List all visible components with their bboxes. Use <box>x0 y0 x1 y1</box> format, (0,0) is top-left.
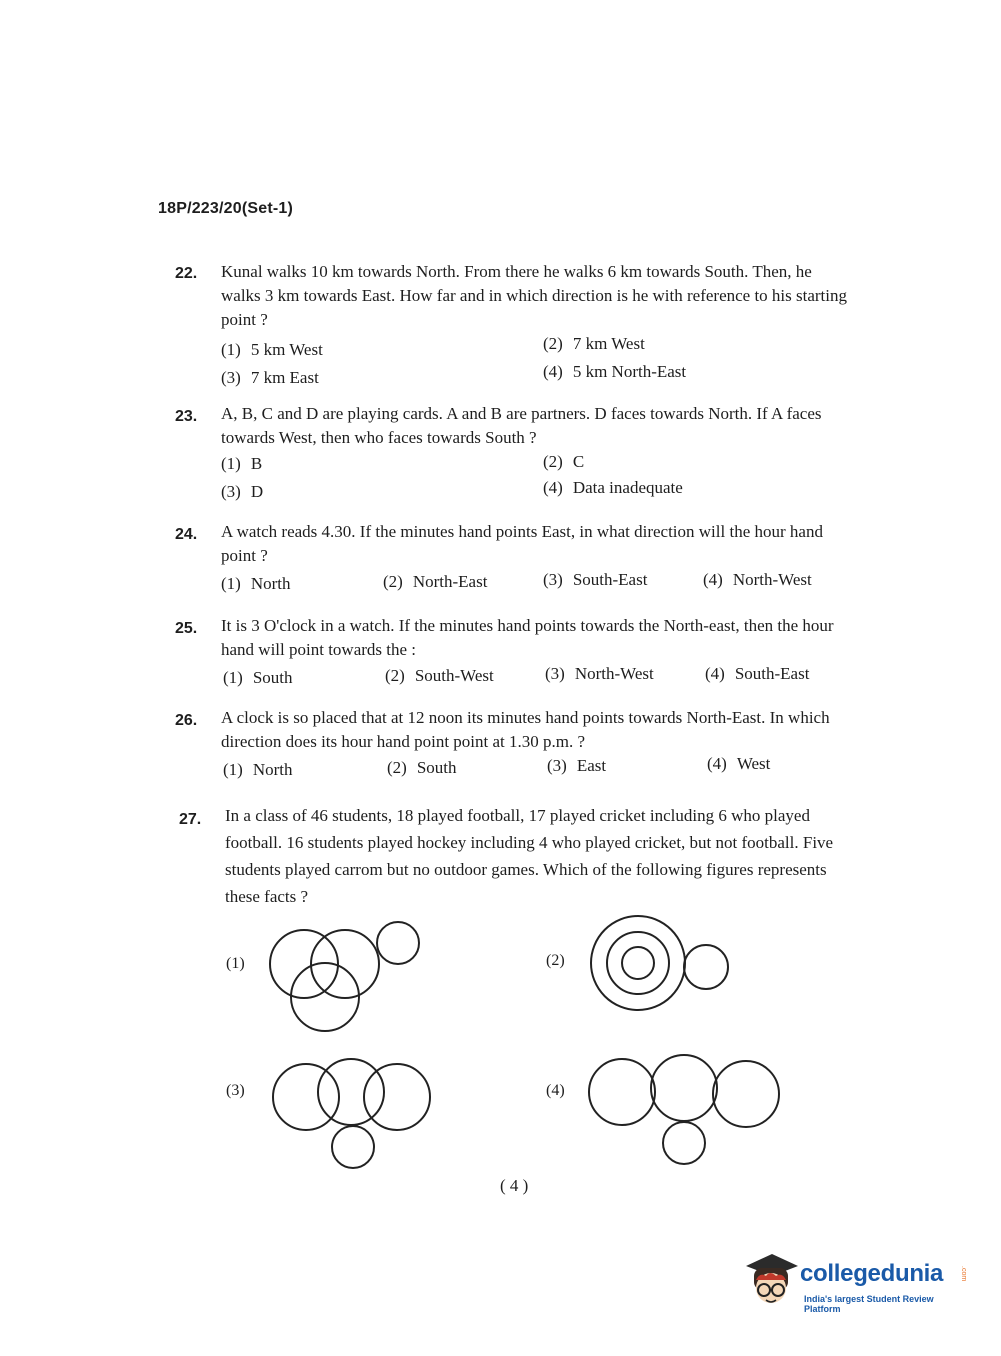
question-26 <box>175 706 865 784</box>
collegedunia-logo <box>742 1250 972 1316</box>
options <box>221 754 865 784</box>
figure-2-circle-middle <box>607 932 669 994</box>
question-text: Kunal walks 10 km towards North. From there he walks 6 km towards South. Then, he walks 3 km towards East. How far and in which direction is he with reference to his starting point ? <box>221 262 848 329</box>
option-2: (2) South-West <box>385 666 494 685</box>
figure-1-circle-b <box>311 930 379 998</box>
figure-3 <box>273 1059 430 1168</box>
option-1: (1) B <box>221 454 263 473</box>
option-1: (1) North <box>223 760 293 779</box>
option-4: (4) West <box>707 754 771 773</box>
option-3: (3) East <box>547 756 607 775</box>
figure-4-circle-right <box>713 1061 779 1127</box>
option-2: (2) C <box>543 452 585 471</box>
question-23 <box>175 402 865 506</box>
question-text: In a class of 46 students, 18 played football, 17 played cricket including 6 who played football. 16 students played hockey including 4 who played cricket, but not football. Five students played carrom but no outdoor games. Which of the following figures represents these facts ? <box>225 806 834 906</box>
figure-2-circle-inner <box>622 947 654 979</box>
paper-code: 18P/223/20(Set-1) <box>158 200 294 217</box>
question-number: 24. <box>175 526 198 543</box>
option-3: (3) 7 km East <box>221 368 319 387</box>
option-3: (3) North-West <box>545 664 654 683</box>
figure-4-circle-left <box>589 1059 655 1125</box>
option-2: (2) North-East <box>383 572 488 591</box>
question-number: 27. <box>179 811 202 828</box>
figure-1-circle-c <box>291 963 359 1031</box>
logo-name: collegedunia <box>800 1260 944 1287</box>
option-4: (4) North-West <box>703 570 812 589</box>
figure-3-circle-left <box>273 1064 339 1130</box>
option-4: (4) 5 km North-East <box>543 362 687 381</box>
figure-4 <box>589 1055 779 1164</box>
figure-1-circle-a <box>270 930 338 998</box>
figure-1 <box>270 922 419 1031</box>
question-text: A, B, C and D are playing cards. A and B are partners. D faces towards North. If A faces towards West, then who faces towards South ? <box>221 404 822 447</box>
options <box>221 662 865 692</box>
figure-label-3: (3) <box>226 1082 245 1099</box>
question-number: 26. <box>175 712 198 729</box>
option-4: (4) South-East <box>705 664 810 683</box>
figure-3-circle-right <box>364 1064 430 1130</box>
option-1: (1) 5 km West <box>221 340 323 359</box>
question-text: A watch reads 4.30. If the minutes hand points East, in what direction will the hour hand point ? <box>221 522 823 565</box>
question-27 <box>175 802 865 910</box>
figure-1-circle-d <box>377 922 419 964</box>
option-1: (1) South <box>223 668 293 687</box>
figure-3-circle-middle <box>318 1059 384 1125</box>
option-2: (2) 7 km West <box>543 334 645 353</box>
figure-label-1: (1) <box>226 955 245 972</box>
page-number: ( 4 ) <box>500 1176 529 1195</box>
option-3: (3) D <box>221 482 264 501</box>
options <box>221 568 865 598</box>
question-24 <box>175 520 865 598</box>
question-25 <box>175 614 865 692</box>
figure-label-4: (4) <box>546 1082 565 1099</box>
question-text: A clock is so placed that at 12 noon its minutes hand points towards North-East. In which direction does its hour hand point point at 1.30 p.m. ? <box>221 708 830 751</box>
figure-2-circle-side <box>684 945 728 989</box>
options <box>221 450 865 506</box>
figure-2 <box>591 916 728 1010</box>
logo-domain-suffix: .com <box>960 1266 967 1282</box>
figure-label-2: (2) <box>546 952 565 969</box>
logo-tagline: India's largest Student Review Platform <box>804 1294 934 1314</box>
option-1: (1) North <box>221 574 291 593</box>
options <box>221 332 865 388</box>
option-4: (4) Data inadequate <box>543 478 683 497</box>
question-number: 22. <box>175 265 198 282</box>
question-22 <box>175 260 865 388</box>
mascot-icon <box>742 1250 800 1316</box>
question-number: 25. <box>175 620 198 637</box>
question-text: It is 3 O'clock in a watch. If the minutes hand points towards the North-east, then the hour hand will point towards the : <box>221 616 834 659</box>
question-number: 23. <box>175 408 198 425</box>
figure-4-circle-middle <box>651 1055 717 1121</box>
option-2: (2) South <box>387 758 457 777</box>
figure-2-circle-outer <box>591 916 685 1010</box>
figure-4-circle-bottom <box>663 1122 705 1164</box>
option-3: (3) South-East <box>543 570 648 589</box>
figure-3-circle-bottom <box>332 1126 374 1168</box>
